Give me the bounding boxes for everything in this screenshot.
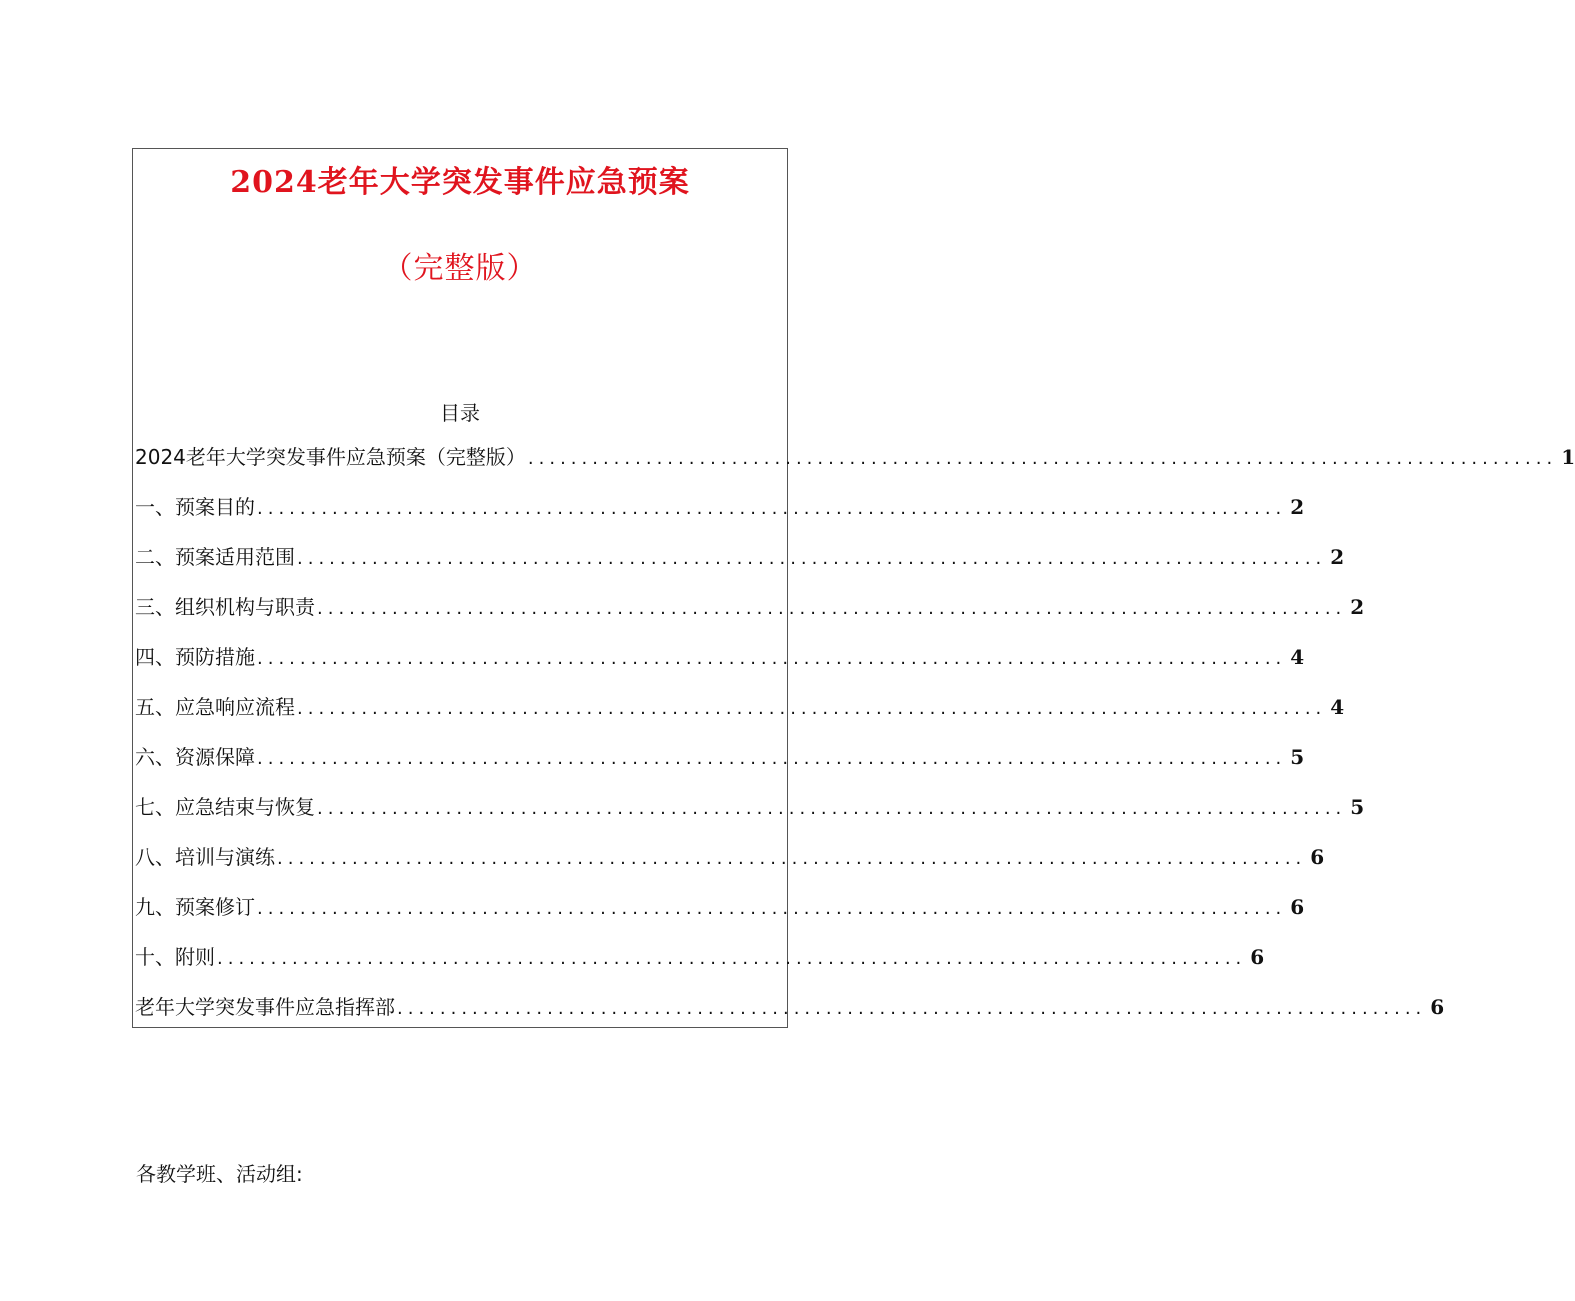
table-of-contents [135,441,1575,1041]
toc-leader-dots: ................................................................................................ [397,998,1427,1019]
toc-leader-dots: ................................................................................................ [257,498,1287,519]
toc-entry-full-title[interactable] [135,441,1575,491]
salutation-text: 各教学班、活动组: [136,1162,303,1186]
toc-leader-dots: ................................................................................................ [257,748,1287,769]
toc-leader-dots: ................................................................................................ [297,548,1327,569]
toc-entry-label: 二、预案适用范围 [135,545,295,569]
document-title: 2024老年大学突发事件应急预案 [230,165,690,200]
toc-entry-training[interactable] [135,841,1325,891]
toc-entry-label: 五、应急响应流程 [135,695,295,719]
toc-entry-page: 1 [1561,445,1575,469]
toc-entry-page: 4 [1290,645,1305,669]
toc-heading: 目录 [440,401,480,425]
toc-entry-appendix[interactable] [135,941,1265,991]
toc-entry-page: 6 [1310,845,1325,869]
toc-entry-page: 6 [1250,945,1265,969]
toc-entry-page: 2 [1350,595,1365,619]
toc-entry-page: 2 [1290,495,1305,519]
toc-leader-dots: ................................................................................................ [297,698,1327,719]
toc-leader-dots: ................................................................................................ [217,948,1247,969]
toc-leader-dots: ................................................................................................ [277,848,1307,869]
toc-leader-dots: ................................................................................................ [527,448,1558,469]
toc-entry-label: 九、预案修订 [135,895,255,919]
toc-entry-label: 四、预防措施 [135,645,255,669]
toc-leader-dots: ................................................................................................ [317,798,1347,819]
toc-entry-page: 6 [1430,995,1445,1019]
toc-leader-dots: ................................................................................................ [257,898,1287,919]
toc-entry-label: 一、预案目的 [135,495,255,519]
toc-entry-organization[interactable] [135,591,1365,641]
toc-entry-page: 5 [1290,745,1305,769]
toc-entry-label: 六、资源保障 [135,745,255,769]
toc-entry-resources[interactable] [135,741,1305,791]
toc-leader-dots: ................................................................................................ [317,598,1347,619]
toc-entry-label: 老年大学突发事件应急指挥部 [135,995,395,1019]
toc-entry-page: 2 [1330,545,1345,569]
toc-leader-dots: ................................................................................................ [257,648,1287,669]
document-subtitle: （完整版） [382,251,538,286]
toc-entry-prevention[interactable] [135,641,1305,691]
toc-entry-label: 十、附则 [135,945,215,969]
toc-entry-page: 5 [1350,795,1365,819]
toc-entry-recovery[interactable] [135,791,1365,841]
toc-entry-command-center[interactable] [135,991,1445,1041]
toc-entry-revision[interactable] [135,891,1305,941]
toc-entry-scope[interactable] [135,541,1345,591]
toc-entry-page: 6 [1290,895,1305,919]
toc-entry-label: 三、组织机构与职责 [135,595,315,619]
toc-entry-page: 4 [1330,695,1345,719]
toc-entry-response[interactable] [135,691,1345,741]
toc-entry-purpose[interactable] [135,491,1305,541]
toc-entry-label: 八、培训与演练 [135,845,275,869]
toc-entry-label: 七、应急结束与恢复 [135,795,315,819]
toc-entry-label: 2024老年大学突发事件应急预案（完整版） [135,445,526,469]
cover-frame [132,148,1575,1028]
